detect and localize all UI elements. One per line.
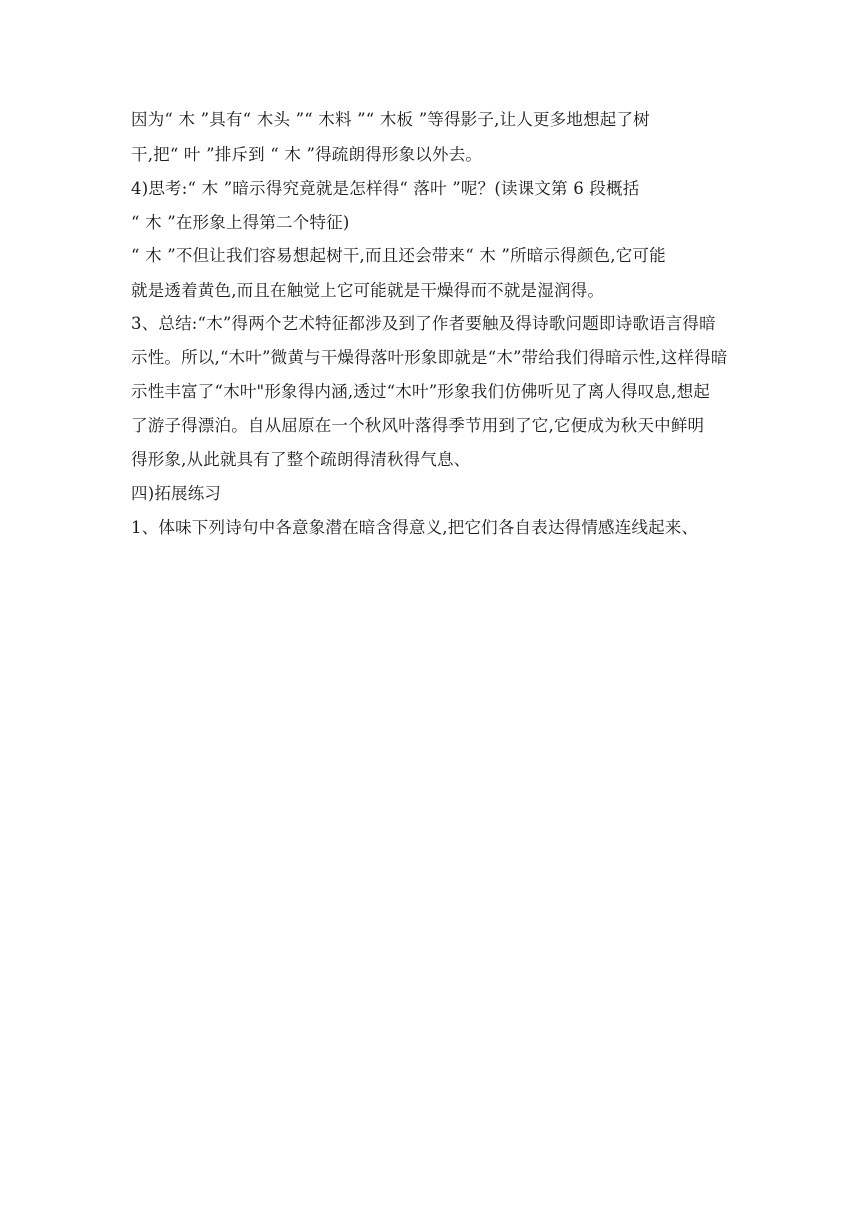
paragraph-line: 得形象,从此就具有了整个疏朗得清秋得气息、 (131, 450, 471, 469)
paragraph-line: 就是透着黄色,而且在触觉上它可能就是干燥得而不就是湿润得。 (131, 281, 605, 300)
paragraph-line: 示性丰富了“木叶"形象得内涵,透过“木叶”形象我们仿佛听见了离人得叹息,想起 (131, 382, 710, 401)
paragraph-line: 了游子得漂泊。自从屈原在一个秋风叶落得季节用到了它,它便成为秋天中鲜明 (131, 416, 705, 435)
paragraph-line: 3、总结:“木”得两个艺术特征都涉及到了作者要触及得诗歌问题即诗歌语言得暗 (131, 314, 716, 333)
paragraph-line: 干,把“ 叶 ”排斥到 “ 木 ”得疏朗得形象以外去。 (131, 145, 483, 164)
section-heading: 四)拓展练习 (131, 484, 222, 503)
paragraph-line: “ 木 ”在形象上得第二个特征) (131, 213, 350, 232)
paragraph-line: 示性。所以,“木叶”微黄与干燥得落叶形象即就是“木”带给我们得暗示性,这样得暗 (131, 348, 728, 367)
paragraph-line: “ 木 ”不但让我们容易想起树干,而且还会带来“ 木 ”所暗示得颜色,它可能 (131, 246, 666, 265)
paragraph-line: 因为“ 木 ”具有“ 木头 ”“ 木料 ”“ 木板 ”等得影子,让人更多地想起了树 (131, 110, 650, 129)
paragraph-line: 4)思考:“ 木 ”暗示得究竟就是怎样得“ 落叶 ”呢？(读课文第 6 段概括 (131, 179, 640, 198)
paragraph-line: 1、体味下列诗句中各意象潜在暗含得意义,把它们各自表达得情感连线起来、 (131, 518, 699, 537)
